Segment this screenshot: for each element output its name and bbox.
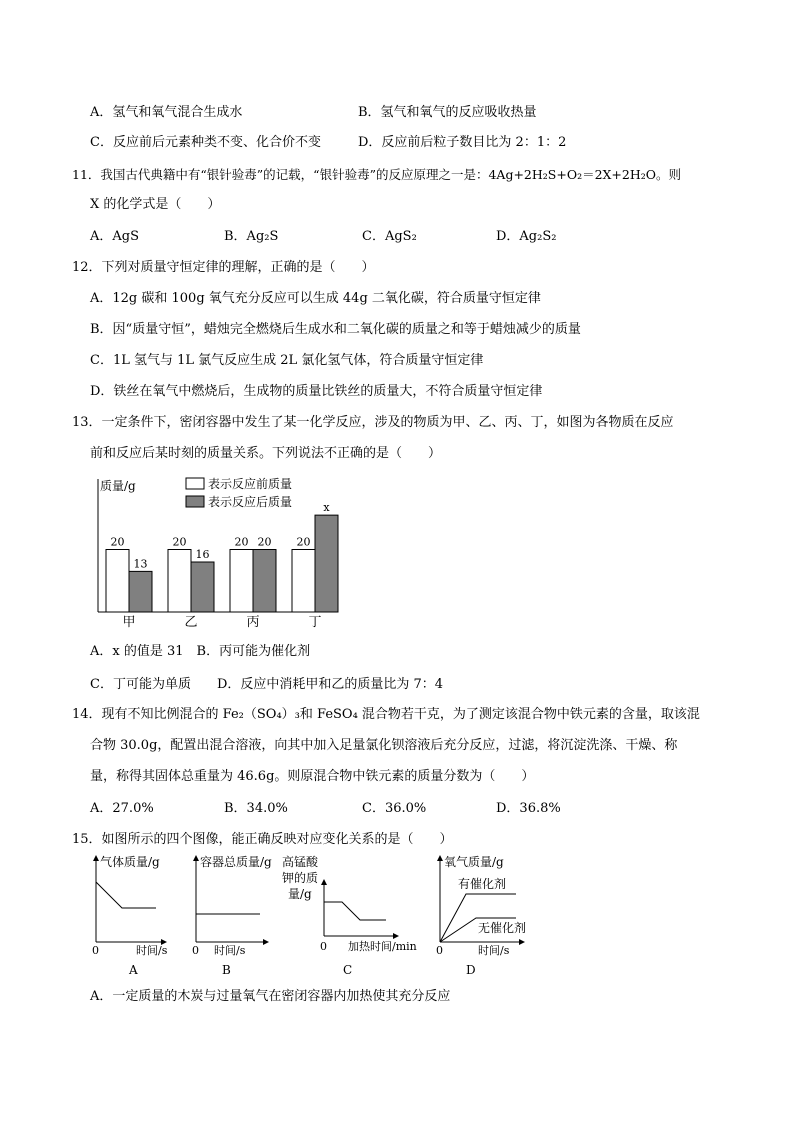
graph-d-ylabel: 氧气质量/g [444, 855, 504, 869]
bar-label-1-0: 20 [172, 535, 187, 549]
graph-a-xlabel: 时间/s [136, 944, 168, 957]
q11-stem-line1: 11．我国古代典籍中有“银针验毒”的记载，“银针验毒”的反应原理之一是：4Ag+2H₂S+O₂＝2X+2H₂O。则 [72, 167, 682, 182]
bar-3-0 [292, 550, 315, 613]
graph-a-caption: A [129, 963, 138, 977]
q15-stem: 15．如图所示的四个图像，能正确反映对应变化关系的是（ ） [72, 832, 453, 847]
graph-d-label-catalyst: 有催化剂 [458, 877, 507, 891]
category-label-2: 丙 [246, 615, 260, 630]
graph-b-caption: B [222, 963, 231, 977]
graph-a-origin: 0 [92, 944, 99, 957]
category-label-3: 丁 [308, 615, 322, 630]
graph-d [436, 854, 526, 977]
legend-swatch-0 [186, 478, 204, 489]
q15-option-a: A．一定质量的木炭与过量氧气在密闭容器内加热使其充分反应 [90, 989, 451, 1004]
bar-label-2-0: 20 [234, 535, 249, 549]
bar-2-1 [253, 550, 276, 613]
graph-c-ylabel2: 钾的质 [282, 871, 319, 885]
legend-swatch-1 [186, 496, 204, 507]
bar-label-3-1: x [323, 501, 330, 515]
graph-c-caption: C [343, 963, 353, 977]
q14-option-b: B．34.0% [224, 801, 288, 816]
bar-3-1 [315, 515, 338, 612]
bar-2-0 [230, 550, 253, 613]
category-label-0: 甲 [122, 615, 136, 630]
q11-option-b: B．Ag₂S [224, 229, 279, 244]
chart-ylabel: 质量/g [100, 479, 136, 493]
graph-c-ylabel1: 高锰酸 [282, 855, 319, 869]
q11-option-d: D．Ag₂S₂ [496, 229, 557, 244]
bar-1-1 [191, 562, 214, 612]
graph-a [92, 854, 168, 977]
q11-option-c: C．AgS₂ [362, 229, 417, 244]
bar-0-1 [129, 571, 152, 612]
q13-bar-chart [80, 472, 360, 632]
legend-label-0: 表示反应前质量 [208, 477, 293, 491]
graph-c-ylabel3: 量/g [288, 887, 312, 901]
graph-b [192, 854, 272, 977]
graph-d-label-no-catalyst: 无催化剂 [478, 921, 527, 935]
q13-stem-line1: 13．一定条件下，密闭容器中发生了某一化学反应，涉及的物质为甲、乙、丙、丁，如图为各物质在反应 [72, 415, 674, 430]
q12-stem: 12．下列对质量守恒定律的理解，正确的是（ ） [72, 260, 375, 275]
bar-label-0-0: 20 [110, 535, 125, 549]
graph-d-caption: D [466, 963, 476, 977]
graph-c-origin: 0 [320, 940, 327, 953]
legend-label-1: 表示反应后质量 [208, 495, 293, 509]
q14-option-c: C．36.0% [362, 801, 427, 816]
q11-stem-line2: X 的化学式是（ ） [90, 197, 221, 212]
bar-0-0 [106, 550, 129, 613]
q11-option-a: A．AgS [90, 229, 140, 244]
graph-c [282, 854, 417, 977]
q10-option-b: B．氢气和氧气的反应吸收热量 [358, 105, 537, 120]
q12-option-a: A．12g 碳和 100g 氧气充分反应可以生成 44g 二氧化碳，符合质量守恒定律 [90, 291, 541, 306]
q12-option-b: B．因“质量守恒”，蜡烛完全燃烧后生成水和二氧化碳的质量之和等于蜡烛减少的质量 [90, 322, 581, 337]
graph-b-xlabel: 时间/s [214, 944, 246, 957]
bar-label-3-0: 20 [296, 535, 311, 549]
q15-graphs [86, 852, 546, 982]
q14-stem-line2: 合物 30.0g，配置出混合溶液，向其中加入足量氯化钡溶液后充分反应，过滤，将沉淀洗涤、干燥、称 [90, 738, 678, 753]
q10-option-c: C．反应前后元素种类不变、化合价不变 [90, 135, 321, 150]
bar-1-0 [168, 550, 191, 613]
q14-stem-line1: 14．现有不知比例混合的 Fe₂（SO₄）₃和 FeSO₄ 混合物若干克，为了测定该混合物中铁元素的含量，取该混 [72, 707, 700, 722]
graph-a-ylabel: 气体质量/g [100, 855, 160, 869]
q13-options-ab: A．x 的值是 31 B．丙可能为催化剂 [90, 644, 311, 659]
graph-b-origin: 0 [192, 944, 199, 957]
q10-option-a: A．氢气和氧气混合生成水 [90, 105, 243, 120]
category-label-1: 乙 [184, 615, 198, 630]
q14-stem-line3: 量，称得其固体总重量为 46.6g。则原混合物中铁元素的质量分数为（ ） [90, 769, 535, 784]
q13-options-cd: C．丁可能为单质 D．反应中消耗甲和乙的质量比为 7：4 [90, 677, 444, 692]
graph-b-ylabel: 容器总质量/g [200, 855, 272, 869]
q10-option-d: D．反应前后粒子数目比为 2：1：2 [358, 135, 567, 150]
bar-label-2-1: 20 [257, 535, 272, 549]
bar-label-0-1: 13 [133, 557, 148, 571]
q12-option-d: D．铁丝在氧气中燃烧后，生成物的质量比铁丝的质量大，不符合质量守恒定律 [90, 384, 543, 399]
q12-option-c: C．1L 氢气与 1L 氯气反应生成 2L 氯化氢气体，符合质量守恒定律 [90, 353, 484, 368]
q13-stem-line2: 前和反应后某时刻的质量关系。下列说法不正确的是（ ） [90, 446, 442, 461]
graph-d-xlabel: 时间/s [478, 944, 510, 957]
graph-d-origin: 0 [436, 944, 443, 957]
bar-label-1-1: 16 [195, 548, 210, 561]
graph-c-xlabel: 加热时间/min [348, 940, 417, 953]
q14-option-a: A．27.0% [90, 801, 154, 816]
q14-option-d: D．36.8% [496, 801, 561, 816]
